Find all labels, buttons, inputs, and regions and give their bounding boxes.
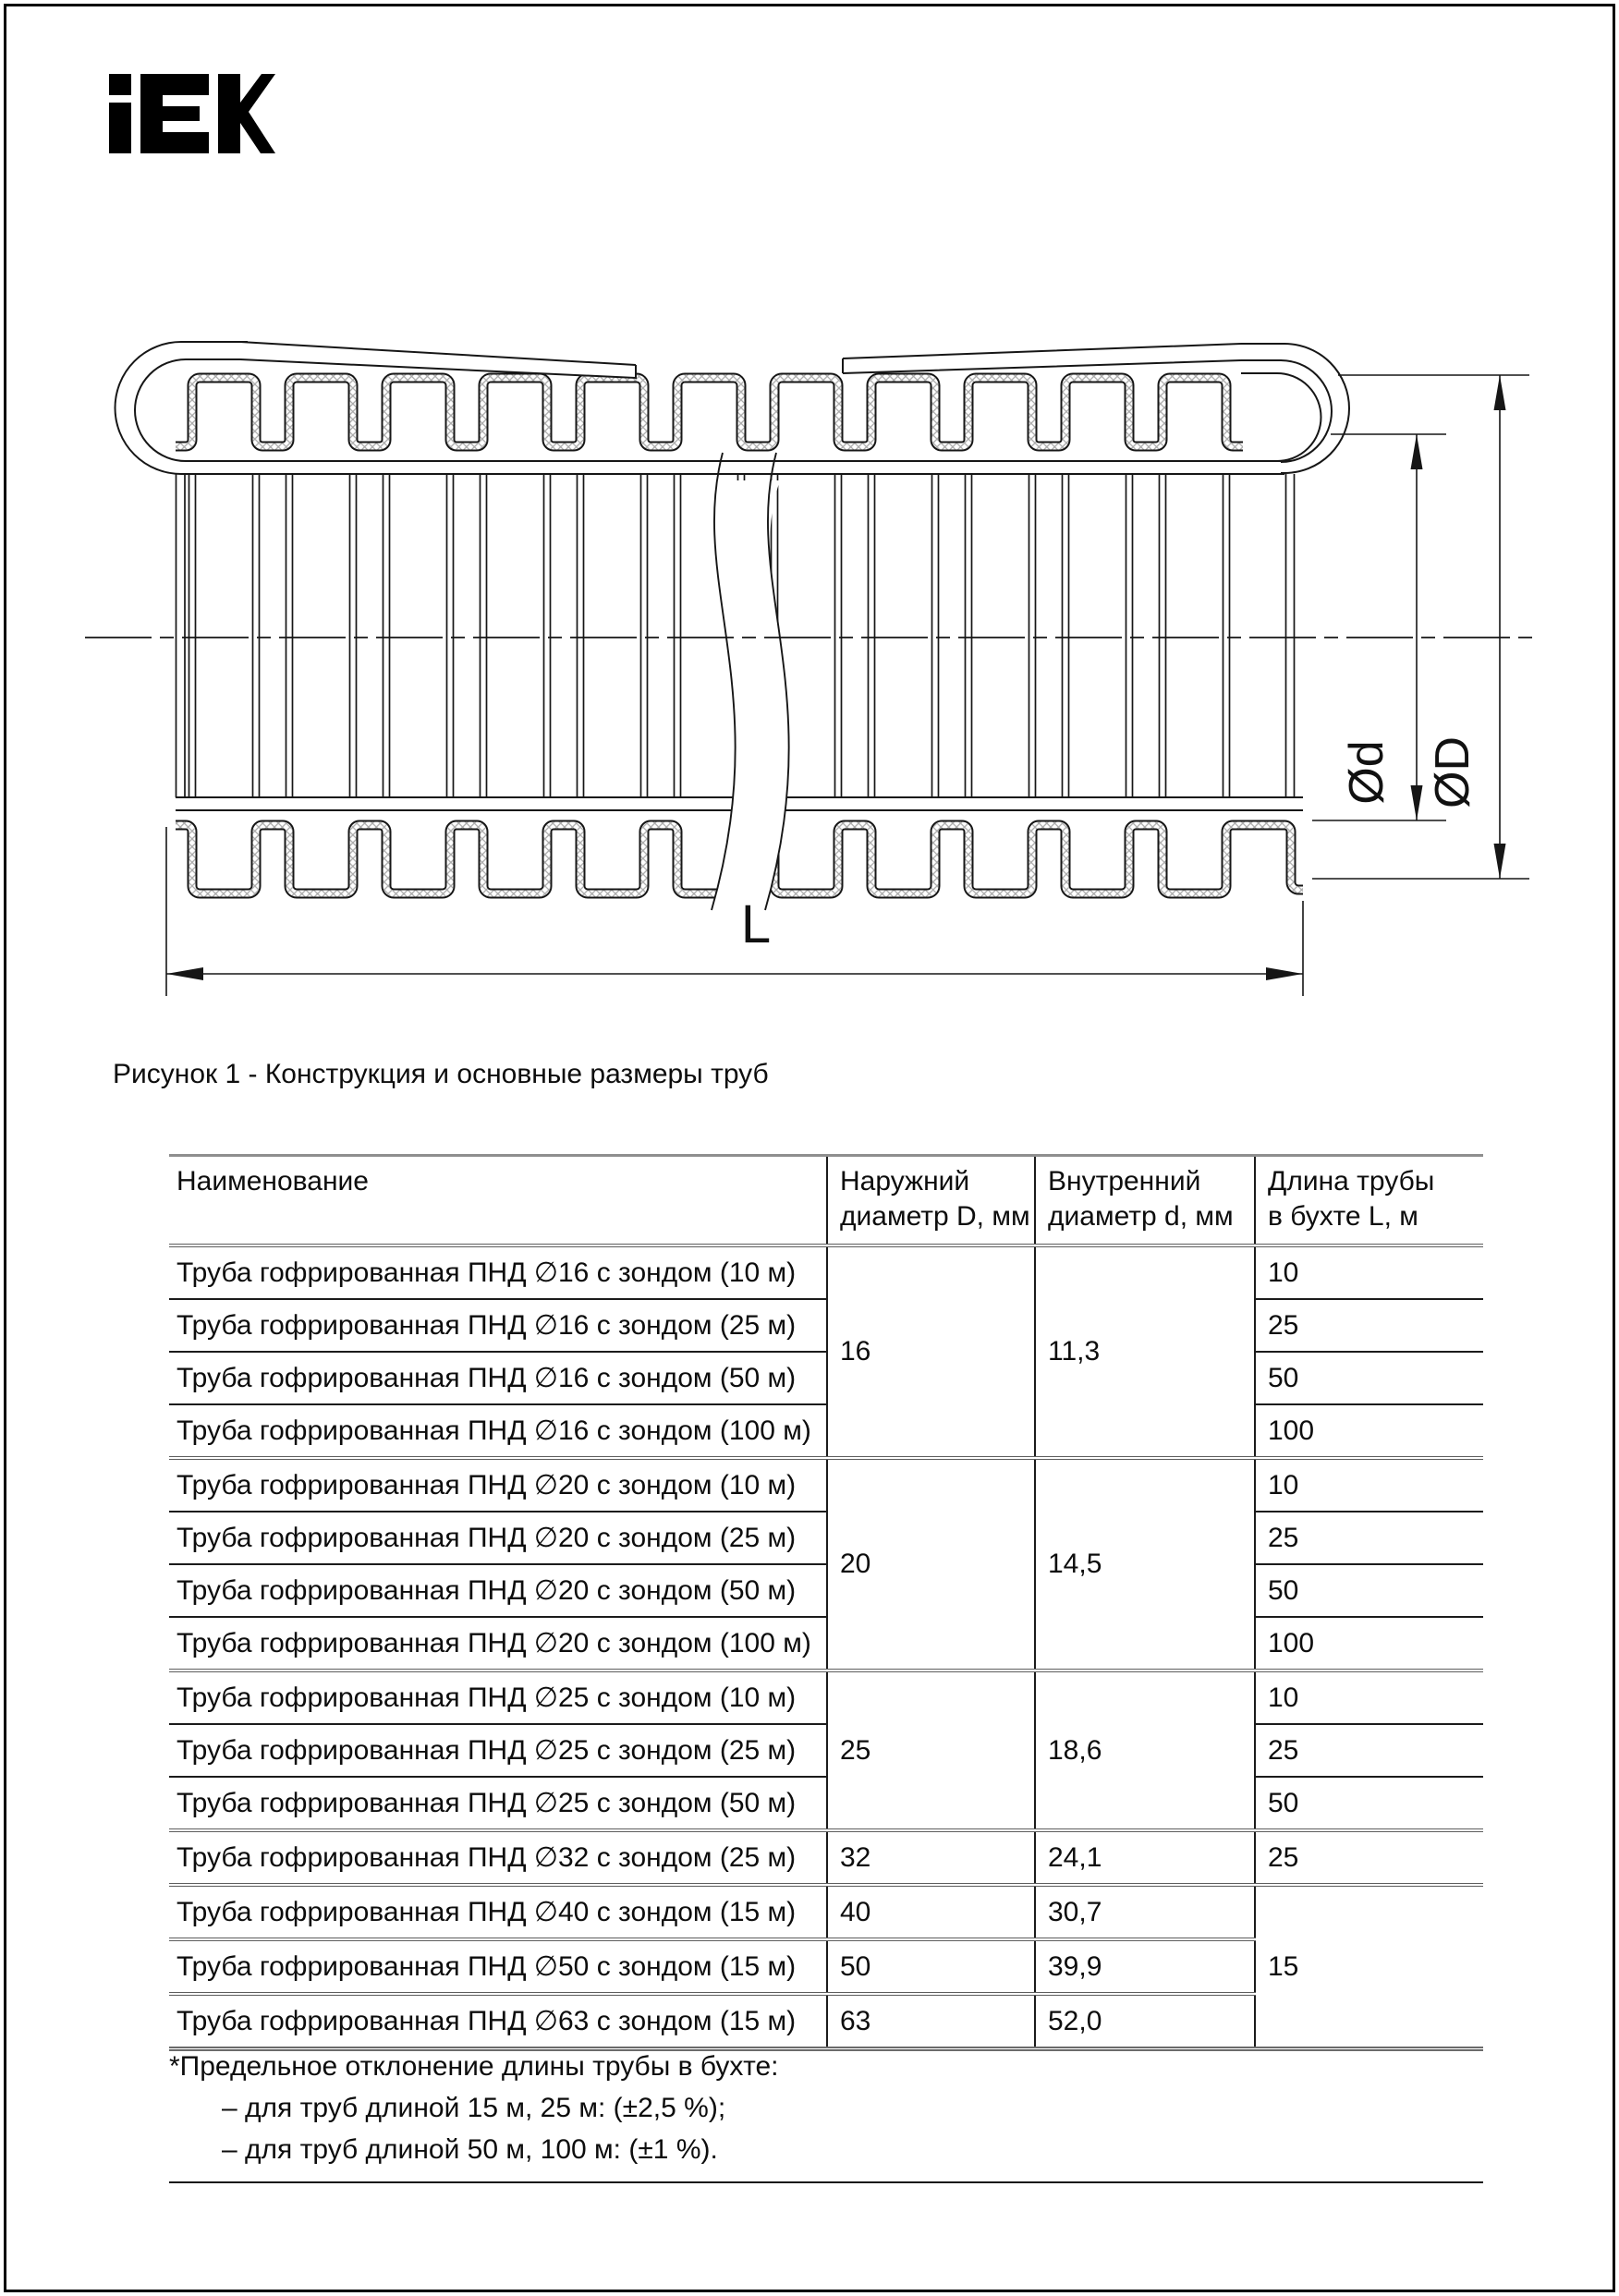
header-name-label: Наименование xyxy=(177,1166,369,1197)
table-row xyxy=(169,1458,1483,1512)
table-row xyxy=(169,1245,1483,1299)
outer-diameter-cell: 32 xyxy=(827,1830,1035,1885)
outer-diameter-cell: 25 xyxy=(827,1670,1035,1830)
outer-diameter-label: ØD xyxy=(1426,736,1479,808)
length-cell: 50 xyxy=(1255,1564,1483,1617)
inner-diameter-cell: 24,1 xyxy=(1035,1830,1255,1885)
inner-diameter-label: Ød xyxy=(1340,740,1394,805)
spec-table xyxy=(169,1154,1483,2051)
product-name-cell: Труба гофрированная ПНД ∅20 с зондом (50 м) xyxy=(169,1564,827,1617)
figure-caption: Рисунок 1 - Конструкция и основные размеры труб xyxy=(113,1059,769,1089)
length-cell: 25 xyxy=(1255,1299,1483,1352)
header-outer-line1: Наружний xyxy=(840,1166,970,1197)
product-name-cell: Труба гофрированная ПНД ∅50 с зондом (15 м) xyxy=(169,1939,827,1994)
header-name xyxy=(169,1156,827,1246)
outer-diameter-cell: 16 xyxy=(827,1245,1035,1458)
table-row xyxy=(169,1299,1483,1352)
product-name-cell: Труба гофрированная ПНД ∅32 с зондом (25 м) xyxy=(169,1830,827,1885)
header-row xyxy=(169,1156,1483,1246)
length-cell: 100 xyxy=(1255,1617,1483,1670)
dimension-labels xyxy=(741,736,1479,954)
length-cell: 100 xyxy=(1255,1404,1483,1458)
length-cell: 25 xyxy=(1255,1512,1483,1564)
spec-table-header xyxy=(169,1156,1483,1246)
table-row xyxy=(169,1885,1483,1939)
table-row xyxy=(169,1404,1483,1458)
footnote-end-rule xyxy=(169,2181,1483,2183)
outer-diameter-cell: 63 xyxy=(827,1994,1035,2049)
product-name-cell: Труба гофрированная ПНД ∅16 с зондом (100 м) xyxy=(169,1404,827,1458)
product-name-cell: Труба гофрированная ПНД ∅20 с зондом (10 м) xyxy=(169,1458,827,1512)
product-name-cell: Труба гофрированная ПНД ∅40 с зондом (15 м) xyxy=(169,1885,827,1939)
outer-diameter-cell: 50 xyxy=(827,1939,1035,1994)
length-label: L xyxy=(740,894,772,954)
inner-diameter-cell: 39,9 xyxy=(1035,1939,1255,1994)
probe-strip-right-fill xyxy=(843,344,1241,373)
outer-diameter-cell: 40 xyxy=(827,1885,1035,1939)
inner-diameter-cell: 14,5 xyxy=(1035,1458,1255,1670)
product-name-cell: Труба гофрированная ПНД ∅20 с зондом (100 м) xyxy=(169,1617,827,1670)
footnote-line-1: *Предельное отклонение длины трубы в бухте: xyxy=(169,2051,779,2082)
table-footnote xyxy=(169,2046,1483,2183)
table-row xyxy=(169,1564,1483,1617)
length-cell: 25 xyxy=(1255,1830,1483,1885)
product-name-cell: Труба гофрированная ПНД ∅25 с зондом (25 м) xyxy=(169,1724,827,1777)
length-cell: 15 xyxy=(1255,1885,1483,2049)
header-length-line1: Длина трубы xyxy=(1268,1166,1435,1197)
header-length xyxy=(1255,1156,1483,1246)
length-cell: 50 xyxy=(1255,1352,1483,1404)
pipe-drawing xyxy=(85,342,1532,996)
product-name-cell: Труба гофрированная ПНД ∅63 с зондом (15 м) xyxy=(169,1994,827,2049)
pipe-table-body xyxy=(169,1245,1483,2049)
inner-diameter-cell: 30,7 xyxy=(1035,1885,1255,1939)
length-cell: 50 xyxy=(1255,1777,1483,1830)
inner-diameter-cell: 52,0 xyxy=(1035,1994,1255,2049)
product-name-cell: Труба гофрированная ПНД ∅25 с зондом (50 м) xyxy=(169,1777,827,1830)
product-name-cell: Труба гофрированная ПНД ∅25 с зондом (10 м) xyxy=(169,1670,827,1724)
header-inner-line2: диаметр d, мм xyxy=(1048,1201,1234,1232)
header-outer-diameter xyxy=(827,1156,1035,1246)
length-cell: 10 xyxy=(1255,1245,1483,1299)
table-row xyxy=(169,1512,1483,1564)
length-cell: 25 xyxy=(1255,1724,1483,1777)
header-length-line2: в бухте L, м xyxy=(1268,1201,1418,1232)
length-cell: 10 xyxy=(1255,1458,1483,1512)
table-row xyxy=(169,1617,1483,1670)
header-outer-line2: диаметр D, мм xyxy=(840,1201,1030,1232)
corrugation-band-top xyxy=(176,378,1243,446)
product-name-cell: Труба гофрированная ПНД ∅16 с зондом (25 м) xyxy=(169,1299,827,1352)
header-inner-diameter xyxy=(1035,1156,1255,1246)
extension-lines xyxy=(166,375,1529,996)
product-name-cell: Труба гофрированная ПНД ∅20 с зондом (25 м) xyxy=(169,1512,827,1564)
table-row xyxy=(169,1777,1483,1830)
inner-diameter-cell: 11,3 xyxy=(1035,1245,1255,1458)
dimension-lines xyxy=(166,375,1529,996)
table-row xyxy=(169,1670,1483,1724)
product-name-cell: Труба гофрированная ПНД ∅16 с зондом (50 м) xyxy=(169,1352,827,1404)
spec-table-container xyxy=(169,1154,1483,2051)
pipe-end-right xyxy=(1241,344,1349,473)
product-name-cell: Труба гофрированная ПНД ∅16 с зондом (10 м) xyxy=(169,1245,827,1299)
probe-strip-left-fill xyxy=(240,342,636,378)
header-inner-line1: Внутренний xyxy=(1048,1166,1201,1197)
table-row xyxy=(169,1724,1483,1777)
table-row xyxy=(169,1830,1483,1885)
table-row xyxy=(169,1352,1483,1404)
footnote-line-3: – для труб длиной 50 м, 100 м: (±1 %). xyxy=(222,2134,718,2165)
length-cell: 10 xyxy=(1255,1670,1483,1724)
footnote-line-2: – для труб длиной 15 м, 25 м: (±2,5 %); xyxy=(222,2093,726,2123)
outer-diameter-cell: 20 xyxy=(827,1458,1035,1670)
inner-diameter-cell: 18,6 xyxy=(1035,1670,1255,1830)
